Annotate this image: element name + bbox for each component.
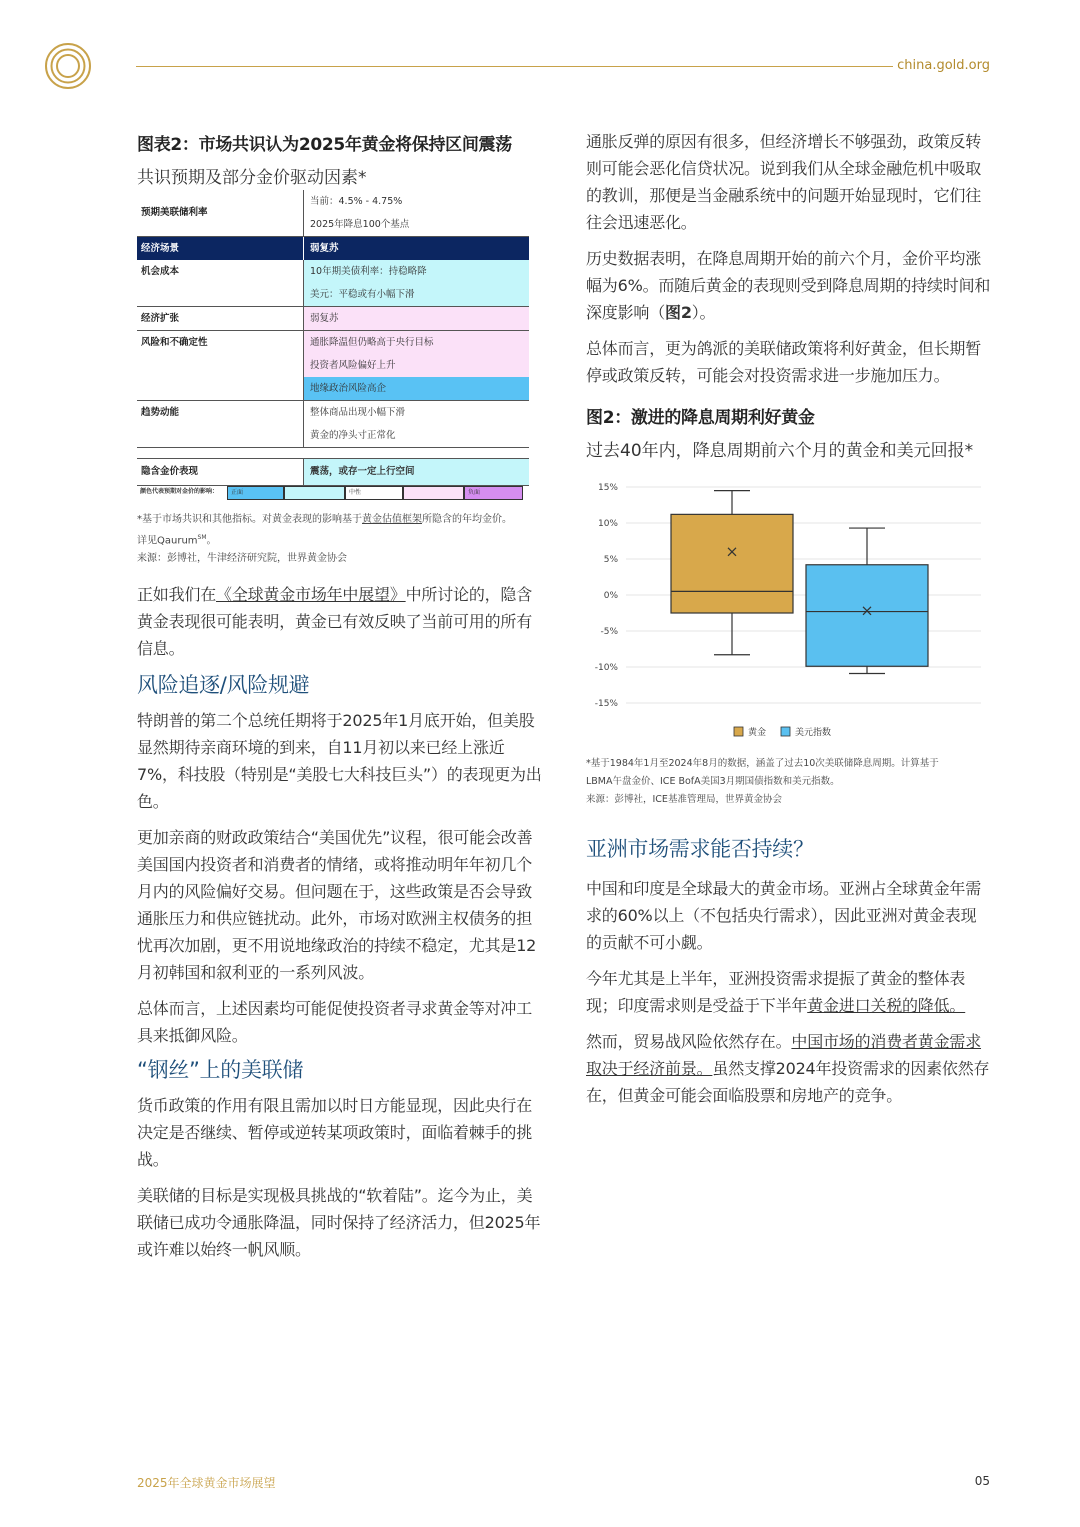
table-cell: 弱复苏	[304, 307, 529, 330]
color-legend	[137, 486, 527, 500]
row-label-expansion: 经济扩张	[141, 313, 180, 324]
row-label-opportunity-cost: 机会成本	[141, 266, 180, 277]
table-row	[137, 307, 529, 331]
y-tick-label: 10%	[597, 519, 618, 529]
figure2-chart-title: 图2：激进的降息周期利好黄金	[586, 408, 815, 428]
text: 正如我们在	[137, 585, 217, 604]
table-row	[137, 331, 529, 401]
table-row	[137, 458, 529, 486]
china-demand-link[interactable]: 中国市场的消费者黄金需求取决于经济前景。	[586, 1032, 982, 1078]
table-cell: 整体商品出现小幅下滑	[310, 407, 406, 418]
legend-swatch	[781, 727, 790, 736]
legend-swatch	[403, 486, 464, 500]
text: 然而，贸易战风险依然存在。	[586, 1032, 792, 1051]
paragraph: 特朗普的第二个总统任期将于2025年1月底开始，但美股显然期待亲商环境的到来，自11月初以来已经上涨近7%，科技股（特别是“美股七大科技巨头”）的表现更为出色。	[137, 711, 542, 811]
table-cell: 10年期美债利率：持稳略降	[304, 260, 529, 283]
right-body-top	[586, 128, 991, 461]
valuation-framework-link[interactable]: 黄金估值框架	[362, 514, 422, 525]
footnote-sup: SM	[197, 534, 207, 541]
y-tick-label: 15%	[597, 483, 618, 493]
left-body	[137, 581, 543, 1272]
y-tick-label: -15%	[594, 699, 618, 709]
table-cell: 震荡，或存一定上行空间	[304, 459, 529, 485]
table-row	[137, 237, 529, 260]
text: 虽然支撑2024年投资需求的因素依然存在，但黄金可能会面临股票和房地产的竞争。	[586, 1059, 990, 1105]
paragraph	[137, 581, 543, 662]
footnote-source: 来源：彭博社，ICE基准管理局，世界黄金协会	[586, 794, 782, 805]
table-cell: 黄金的净头寸正常化	[310, 430, 396, 441]
import-duty-link[interactable]: 黄金进口关税的降低。	[807, 996, 966, 1015]
footnote-text: 所隐含的年均金价。	[422, 514, 512, 525]
table-row	[137, 260, 529, 307]
legend-negative: 负面	[464, 486, 523, 500]
site-url[interactable]: china.gold.org	[897, 58, 990, 73]
paragraph: 美联储的目标是实现极具挑战的“软着陆”。迄今为止，美联储已成功令通胀降温，同时保持了经济活力，但2025年或许难以始终一帆风顺。	[137, 1186, 541, 1259]
page-number: 05	[974, 1474, 990, 1488]
y-tick-label: 0%	[603, 591, 618, 601]
y-tick-label: 5%	[603, 555, 618, 565]
mid-year-outlook-link[interactable]: 《全球黄金市场年中展望》	[216, 585, 406, 604]
legend-positive: 正面	[227, 486, 284, 500]
text: 今年尤其是上半年，亚洲投资需求提振了黄金的整体表现；印度需求则是受益于下半年	[586, 969, 966, 1015]
right-body-bottom	[586, 833, 991, 1118]
text: ）。	[691, 303, 716, 322]
paragraph: 总体而言，上述因素均可能促使投资者寻求黄金等对冲工具来抵御风险。	[137, 999, 533, 1045]
figure2-table-subtitle: 共识预期及部分金价驱动因素*	[137, 168, 367, 188]
figure-ref: 图2	[665, 303, 692, 322]
y-tick-label: -10%	[594, 663, 618, 673]
footnote-source: 来源：彭博社，牛津经济研究院，世界黄金协会	[137, 553, 347, 565]
world-gold-council-logo-icon	[44, 42, 92, 90]
table-cell: 地缘政治风险高企	[304, 377, 529, 400]
footer-doc-title: 2025年全球黄金市场展望	[137, 1476, 276, 1490]
legend-label: 黄金	[748, 728, 767, 738]
box-gold	[671, 514, 793, 613]
table-cell: 通胀降温但仍略高于央行目标	[304, 331, 529, 354]
table-cell: 投资者风险偏好上升	[304, 354, 529, 377]
footnote-text: 。	[206, 535, 217, 547]
footnote-text: LBMA午盘金价、ICE BofA美国3月期国债指数和美元指数。	[586, 776, 840, 787]
legend-swatch	[734, 727, 743, 736]
paragraph	[586, 965, 991, 1019]
figure2-table-title: 图表2：市场共识认为2025年黄金将保持区间震荡	[137, 135, 512, 155]
table-cell: 2025年降息100个基点	[310, 219, 410, 230]
table-footnote	[137, 511, 547, 568]
box-plot-chart	[586, 478, 986, 748]
text: 历史数据表明，在降息周期开始的前六个月，金价平均涨幅为6%。而随后黄金的表现则受到降息周期的持续时间和深度影响（	[586, 249, 991, 322]
text: 中所讨论的，隐含黄金表现很可能表明，黄金已有效反映了当前可用的所有信息。	[137, 585, 533, 658]
table-row	[137, 401, 529, 448]
footnote-text: *基于1984年1月至2024年8月的数据，涵盖了过去10次美联储降息周期。计算基于	[586, 758, 939, 769]
legend-label: 美元指数	[795, 728, 832, 738]
footnote-text: 详见Qaurum	[137, 535, 198, 547]
paragraph	[586, 1028, 991, 1109]
legend-swatch	[284, 486, 345, 500]
row-label-risk: 风险和不确定性	[141, 337, 208, 348]
paragraph	[586, 245, 991, 326]
paragraph: 货币政策的作用有限且需加以时日方能显现，因此央行在决定是否继续、暂停或逆转某项政策时，面临着棘手的挑战。	[137, 1096, 533, 1169]
row-label-momentum: 趋势动能	[141, 407, 180, 418]
table-row	[137, 190, 529, 237]
paragraph: 更加亲商的财政政策结合“美国优先”议程，很可能会改善美国国内投资者和消费者的情绪，或将推动明年年初几个月内的风险偏好交易。但问题在于，这些政策是否会导致通胀压力和供应链扰动。此外，市场对欧洲主权债务的担忧再次加剧，更不用说地缘政治的持续不稳定，尤其是12月初韩国和叙利亚的一系列风波。	[137, 828, 537, 982]
legend-label: 颜色代表预期对金价的影响：	[140, 488, 219, 495]
row-label-implied-gold: 隐含金价表现	[141, 466, 199, 477]
paragraph: 通胀反弹的原因有很多，但经济增长不够强劲，政策反转则可能会恶化信贷状况。说到我们从全球金融危机中吸取的教训，那便是当金融系统中的问题开始显现时，它们往往会迅速恶化。	[586, 132, 982, 232]
figure2-chart-subtitle: 过去40年内，降息周期前六个月的黄金和美元回报*	[586, 441, 974, 461]
table-cell: 美元：平稳或有小幅下滑	[304, 283, 529, 306]
table-cell: 当前：4.5% - 4.75%	[310, 196, 403, 207]
consensus-table	[137, 190, 529, 486]
legend-neutral: 中性	[345, 486, 403, 500]
paragraph: 总体而言，更为鸽派的美联储政策将利好黄金，但长期暂停或政策反转，可能会对投资需求进一步施加压力。	[586, 339, 982, 385]
table-cell: 弱复苏	[310, 243, 339, 254]
section-heading-fed: “钢丝”上的美联储	[137, 1058, 304, 1082]
row-label-economy: 经济场景	[141, 243, 180, 254]
paragraph: 中国和印度是全球最大的黄金市场。亚洲占全球黄金年需求的60%以上（不包括央行需求），因此亚洲对黄金表现的贡献不可小觑。	[586, 879, 982, 952]
y-tick-label: -5%	[600, 627, 618, 637]
footnote-text: *基于市场共识和其他指标。对黄金表现的影响基于	[137, 514, 362, 525]
section-heading-risk: 风险追逐/风险规避	[137, 673, 310, 697]
chart-footnote	[586, 755, 996, 809]
section-heading-asia: 亚洲市场需求能否持续？	[586, 837, 814, 861]
header-rule	[136, 66, 893, 67]
row-label-fed-rate: 预期美联储利率	[141, 207, 208, 218]
box-usd	[806, 565, 928, 667]
